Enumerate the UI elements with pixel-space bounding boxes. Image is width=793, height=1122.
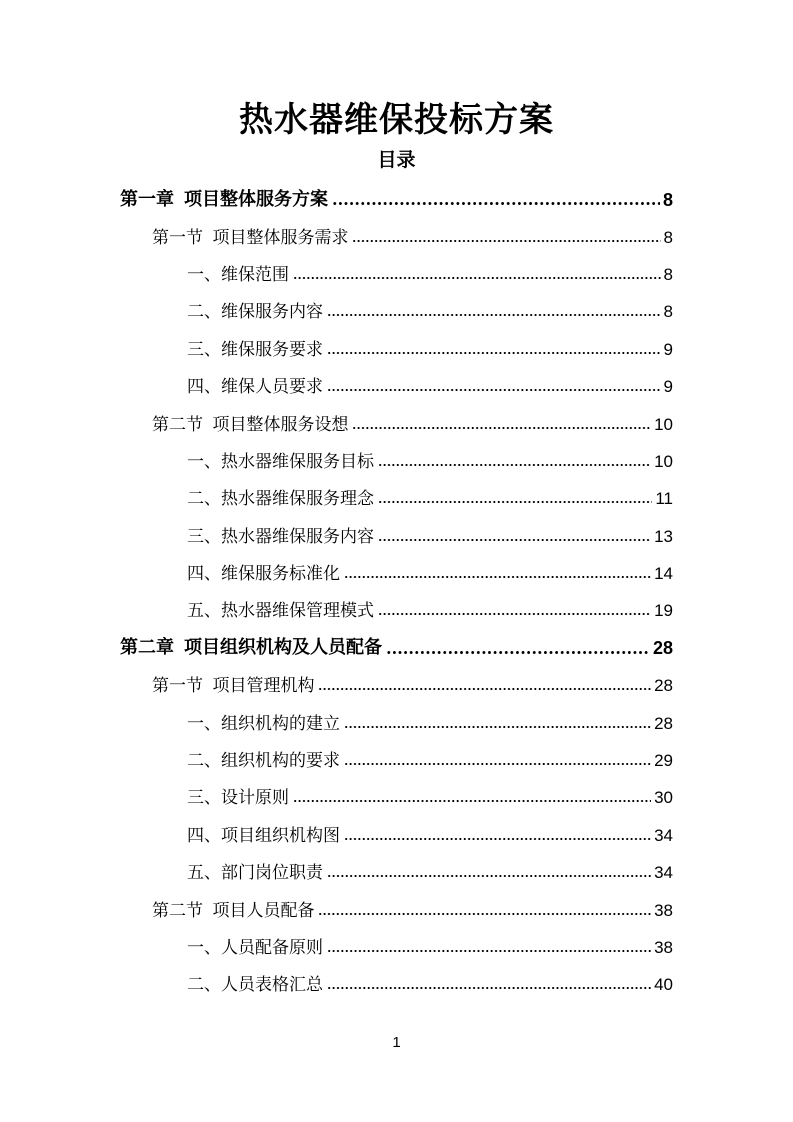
toc-entry-label: 四、维保服务标准化 [187, 564, 340, 584]
leader-dots [378, 499, 652, 505]
leader-dots [344, 724, 651, 730]
toc-entry[interactable] [0, 516, 793, 553]
toc-entry-label: 一、热水器维保服务目标 [187, 451, 374, 471]
toc-entry-label: 二、人员表格汇总 [187, 975, 323, 995]
leader-dots [378, 611, 651, 617]
toc-entry-label: 二、维保服务内容 [187, 302, 323, 322]
leader-dots [327, 873, 651, 879]
toc-entry-page: 40 [654, 975, 673, 995]
leader-dots [386, 649, 650, 655]
toc-entry-page: 10 [654, 414, 673, 434]
toc-entry[interactable] [0, 216, 793, 253]
toc-entry[interactable] [0, 366, 793, 403]
toc-entry-label: 三、设计原则 [187, 788, 289, 808]
leader-dots [352, 425, 651, 431]
toc-entry[interactable] [0, 254, 793, 291]
toc-entry-label: 第二节 项目整体服务设想 [152, 414, 349, 434]
toc-entry-page: 8 [663, 227, 673, 247]
toc-entry-page: 8 [663, 302, 673, 322]
leader-dots [318, 686, 651, 692]
toc-entry-label: 四、维保人员要求 [187, 377, 323, 397]
document-title: 热水器维保投标方案 [239, 101, 554, 139]
toc-heading: 目录 [377, 150, 416, 171]
toc-entry[interactable] [0, 628, 793, 665]
toc-entry[interactable] [0, 478, 793, 515]
toc-entry[interactable] [0, 553, 793, 590]
toc-entry-page: 38 [654, 900, 673, 920]
toc-entry-page: 29 [654, 751, 673, 771]
toc-entry-page: 19 [654, 601, 673, 621]
leader-dots [378, 462, 651, 468]
toc-entry-label: 第二章 项目组织机构及人员配备 [120, 637, 383, 658]
toc-entry-page: 28 [654, 676, 673, 696]
leader-dots [352, 238, 660, 244]
toc-entry[interactable] [0, 777, 793, 814]
toc-entry-page: 10 [654, 451, 673, 471]
toc-entry-label: 五、热水器维保管理模式 [187, 601, 374, 621]
toc-entry[interactable] [0, 852, 793, 889]
toc-entry-label: 第一节 项目整体服务需求 [152, 227, 349, 247]
toc-entry-label: 二、组织机构的要求 [187, 751, 340, 771]
toc-entry-page: 28 [654, 713, 673, 733]
toc-entry-page: 9 [663, 377, 673, 397]
leader-dots [327, 985, 651, 991]
toc-entry-page: 8 [663, 264, 673, 284]
leader-dots [318, 911, 651, 917]
toc-entry[interactable] [0, 740, 793, 777]
toc-entry-page: 9 [663, 339, 673, 359]
leader-dots [344, 836, 651, 842]
leader-dots [327, 312, 661, 318]
toc-entry[interactable] [0, 329, 793, 366]
table-of-contents [0, 179, 793, 1002]
toc-entry[interactable] [0, 815, 793, 852]
leader-dots [327, 387, 661, 393]
toc-entry-label: 三、维保服务要求 [187, 339, 323, 359]
toc-entry[interactable] [0, 665, 793, 702]
toc-entry-label: 二、热水器维保服务理念 [187, 489, 374, 509]
leader-dots [344, 574, 651, 580]
toc-entry[interactable] [0, 403, 793, 440]
toc-entry-page: 14 [654, 564, 673, 584]
toc-entry-page: 28 [652, 638, 673, 659]
toc-entry[interactable] [0, 889, 793, 926]
toc-entry-label: 四、项目组织机构图 [187, 825, 340, 845]
toc-entry-page: 38 [654, 938, 673, 957]
toc-entry[interactable] [0, 179, 793, 216]
toc-entry-page: 34 [654, 825, 673, 845]
toc-entry-label: 一、人员配备原则 [187, 938, 323, 957]
toc-entry-label: 第一节 项目管理机构 [152, 676, 315, 696]
toc-entry-page: 11 [655, 489, 673, 509]
leader-dots [344, 761, 651, 767]
toc-entry-label: 第二节 项目人员配备 [152, 900, 315, 920]
toc-entry-page: 34 [654, 863, 673, 883]
leader-dots [332, 201, 660, 207]
toc-entry-label: 一、组织机构的建立 [187, 713, 340, 733]
toc-entry-label: 一、维保范围 [187, 264, 289, 284]
toc-entry-page: 30 [654, 788, 673, 808]
leader-dots [293, 275, 661, 281]
toc-entry-label: 第一章 项目整体服务方案 [120, 188, 329, 209]
toc-entry[interactable] [0, 291, 793, 328]
toc-entry-label: 五、部门岗位职责 [187, 863, 323, 883]
leader-dots [327, 350, 661, 356]
toc-entry[interactable] [0, 964, 793, 1001]
leader-dots [327, 948, 651, 954]
leader-dots [378, 537, 651, 543]
toc-entry-label: 三、热水器维保服务内容 [187, 526, 374, 546]
toc-entry[interactable] [0, 927, 793, 964]
toc-entry[interactable] [0, 702, 793, 739]
toc-entry[interactable] [0, 441, 793, 478]
toc-entry-page: 13 [654, 526, 673, 546]
toc-entry[interactable] [0, 590, 793, 627]
page-number: 1 [392, 1034, 401, 1051]
toc-entry-page: 8 [662, 189, 673, 210]
leader-dots [293, 798, 651, 804]
